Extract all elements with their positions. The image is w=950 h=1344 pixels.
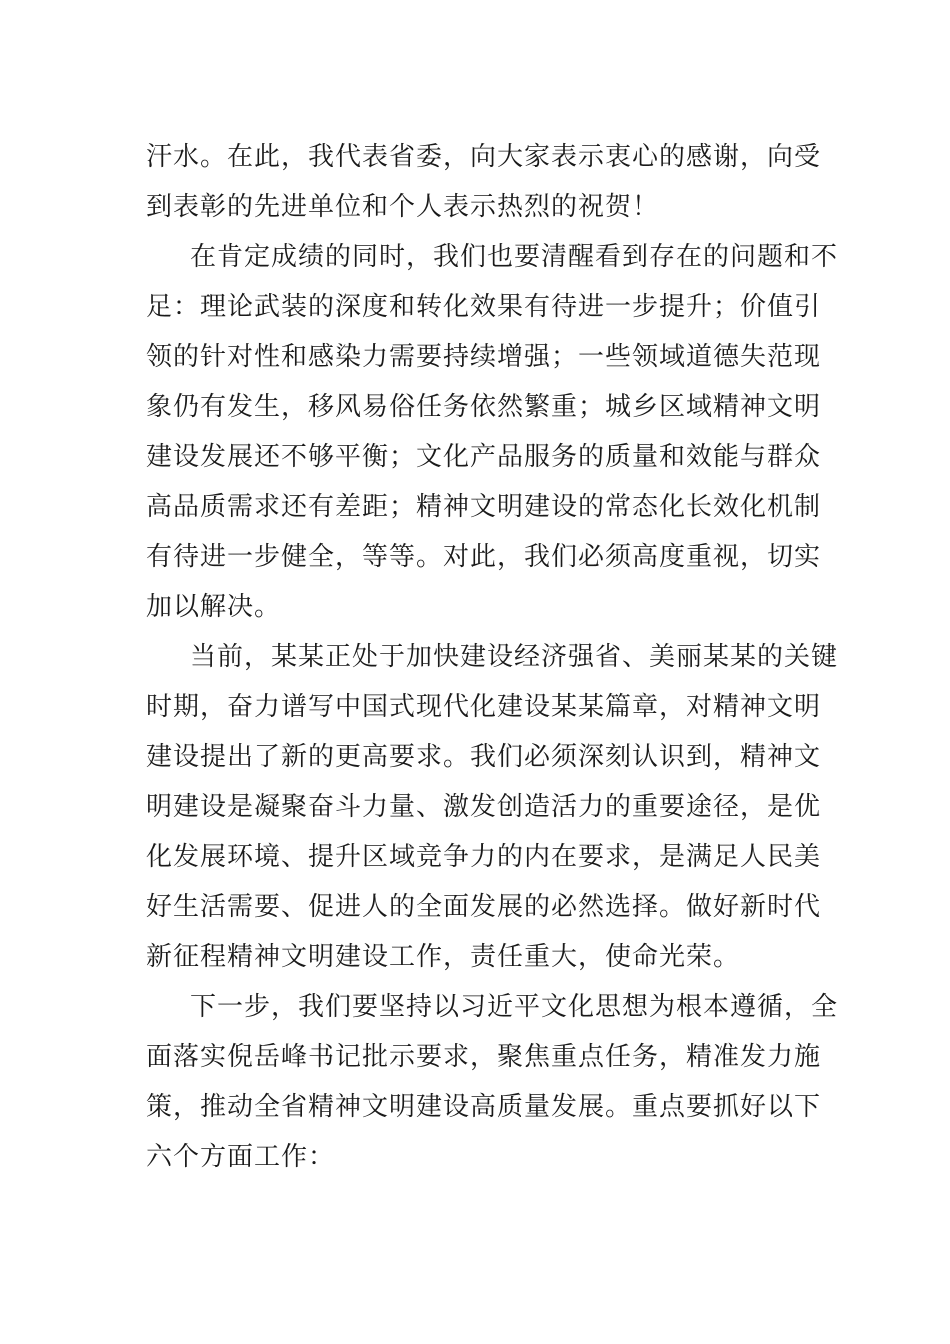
text-line: 建设提出了新的更高要求。我们必须深刻认识到，精神文 (146, 742, 822, 772)
text-line: 化发展环境、提升区域竞争力的内在要求，是满足人民美 (146, 842, 822, 872)
text-line: 明建设是凝聚奋斗力量、激发创造活力的重要途径，是优 (146, 792, 822, 822)
text-line: 面落实倪岳峰书记批示要求，聚焦重点任务，精准发力施 (146, 1042, 822, 1072)
text-line: 高品质需求还有差距；精神文明建设的常态化长效化机制 (146, 492, 822, 522)
text-line: 策，推动全省精神文明建设高质量发展。重点要抓好以下 (146, 1092, 822, 1122)
text-line: 汗水。在此，我代表省委，向大家表示衷心的感谢，向受 (146, 142, 822, 172)
text-line: 加以解决。 (146, 592, 282, 622)
text-line: 新征程精神文明建设工作，责任重大，使命光荣。 (146, 942, 741, 972)
text-line: 建设发展还不够平衡；文化产品服务的质量和效能与群众 (146, 442, 822, 472)
text-line: 足：理论武装的深度和转化效果有待进一步提升；价值引 (146, 292, 822, 322)
text-line: 六个方面工作： (146, 1142, 336, 1172)
text-line: 到表彰的先进单位和个人表示热烈的祝贺！ (146, 192, 660, 222)
text-line: 象仍有发生，移风易俗任务依然繁重；城乡区域精神文明 (146, 392, 822, 422)
paragraph-start-line: 下一步，我们要坚持以习近平文化思想为根本遵循，全 (190, 992, 839, 1022)
document-body (146, 132, 839, 1182)
paragraph-start-line: 在肯定成绩的同时，我们也要清醒看到存在的问题和不 (190, 242, 839, 272)
text-line: 时期，奋力谱写中国式现代化建设某某篇章，对精神文明 (146, 692, 822, 722)
paragraph-start-line: 当前，某某正处于加快建设经济强省、美丽某某的关键 (190, 642, 839, 672)
text-line: 好生活需要、促进人的全面发展的必然选择。做好新时代 (146, 892, 822, 922)
text-line: 领的针对性和感染力需要持续增强；一些领域道德失范现 (146, 342, 822, 372)
text-line: 有待进一步健全，等等。对此，我们必须高度重视，切实 (146, 542, 822, 572)
